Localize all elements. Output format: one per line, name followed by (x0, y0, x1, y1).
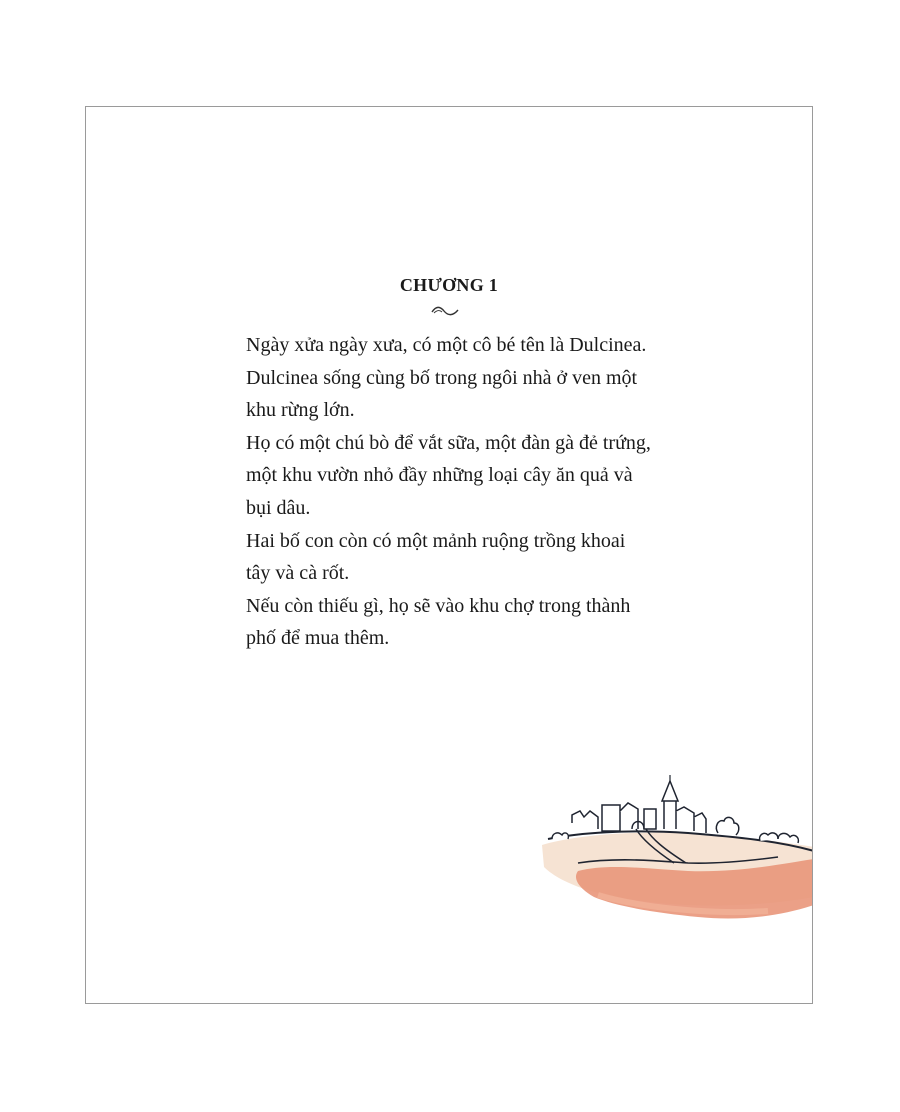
text-line: khu rừng lớn. (246, 399, 355, 422)
swirl-ornament-icon (430, 305, 460, 317)
chapter-title: CHƯƠNG 1 (399, 275, 499, 295)
text-line: phố để mua thêm. (246, 627, 390, 650)
text-line: bụi dâu. (246, 496, 311, 519)
text-line: Hai bố con còn có một mảnh ruộng trồng khoai (246, 529, 626, 552)
text-line: Họ có một chú bò để vắt sữa, một đàn gà đẻ trứng, (246, 431, 651, 454)
text-line: tây và cà rốt. (246, 562, 350, 585)
text-line: Nếu còn thiếu gì, họ sẽ vào khu chợ trong thành (246, 594, 631, 617)
text-line: một khu vườn nhỏ đầy những loại cây ăn quả và (246, 464, 633, 487)
text-line: Dulcinea sống cùng bố trong ngôi nhà ở ven một (246, 366, 638, 389)
village-on-hill-icon (538, 767, 813, 927)
book-page (85, 106, 813, 1004)
text-line: Ngày xửa ngày xưa, có một cô bé tên là Dulcinea. (246, 334, 647, 356)
story-text (246, 329, 686, 655)
